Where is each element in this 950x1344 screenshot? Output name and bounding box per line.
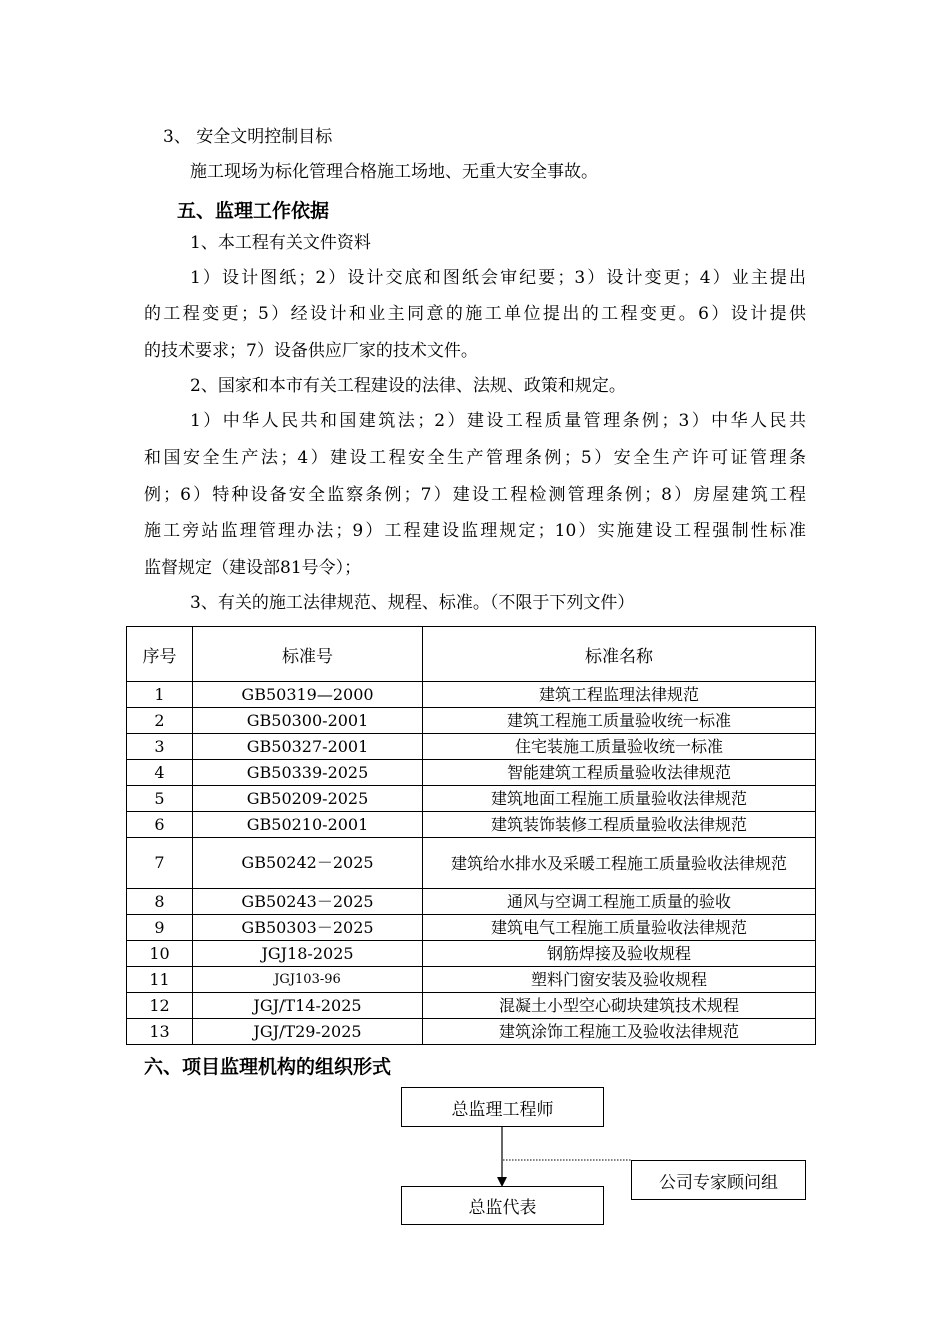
basis-item-1-line-1: 1）设计图纸；2）设计交底和图纸会审纪要；3）设计变更；4）业主提出 bbox=[190, 268, 806, 288]
basis-item-1-line-3: 的技术要求；7）设备供应厂家的技术文件。 bbox=[144, 341, 478, 361]
org-advisors-box bbox=[631, 1160, 806, 1200]
row-name: 通风与空调工程施工质量的验收 bbox=[423, 889, 816, 915]
row-index: 11 bbox=[127, 967, 193, 993]
table-row bbox=[127, 708, 816, 734]
row-index: 7 bbox=[127, 838, 193, 889]
row-name: 建筑工程施工质量验收统一标准 bbox=[423, 708, 816, 734]
row-code: GB50319—2000 bbox=[193, 682, 423, 708]
row-code: GB50243－2025 bbox=[193, 889, 423, 915]
basis-item-2-line-2: 和国安全生产法；4）建设工程安全生产管理条例；5）安全生产许可证管理条 bbox=[144, 448, 806, 468]
row-name: 建筑地面工程施工质量验收法律规范 bbox=[423, 786, 816, 812]
basis-item-2-line-3: 例；6）特种设备安全监察条例；7）建设工程检测管理条例；8）房屋建筑工程 bbox=[144, 485, 806, 505]
row-name: 智能建筑工程质量验收法律规范 bbox=[423, 760, 816, 786]
table-row bbox=[127, 682, 816, 708]
table-row bbox=[127, 941, 816, 967]
row-code: JGJ/T14-2025 bbox=[193, 993, 423, 1019]
row-name: 建筑装饰装修工程质量验收法律规范 bbox=[423, 812, 816, 838]
table-row bbox=[127, 786, 816, 812]
row-code: GB50339-2025 bbox=[193, 760, 423, 786]
basis-item-2-line-4: 施工旁站监理管理办法；9）工程建设监理规定；10）实施建设工程强制性标准 bbox=[144, 521, 806, 541]
row-index: 2 bbox=[127, 708, 193, 734]
row-name: 建筑工程监理法律规范 bbox=[423, 682, 816, 708]
row-name: 建筑给水排水及采暖工程施工质量验收法律规范 bbox=[423, 838, 816, 889]
org-chief-label: 总监理工程师 bbox=[451, 1099, 554, 1120]
section-5-title: 五、监理工作依据 bbox=[177, 200, 330, 222]
row-code: GB50327-2001 bbox=[193, 734, 423, 760]
table-row bbox=[127, 734, 816, 760]
row-code: GB50210-2001 bbox=[193, 812, 423, 838]
basis-item-2-heading: 2、国家和本市有关工程建设的法律、法规、政策和规定。 bbox=[190, 376, 626, 396]
row-name: 塑料门窗安装及验收规程 bbox=[423, 967, 816, 993]
org-advisors-label: 公司专家顾问组 bbox=[659, 1172, 778, 1193]
section-3-heading: 3、 安全文明控制目标 bbox=[163, 127, 333, 147]
section-6-title: 六、项目监理机构的组织形式 bbox=[144, 1056, 392, 1078]
basis-item-2-line-5: 监督规定（建设部81号令）； bbox=[144, 558, 362, 578]
row-code: GB50300-2001 bbox=[193, 708, 423, 734]
row-index: 5 bbox=[127, 786, 193, 812]
row-code: GB50242－2025 bbox=[193, 838, 423, 889]
header-name: 标准名称 bbox=[423, 627, 816, 682]
table-row bbox=[127, 915, 816, 941]
row-index: 4 bbox=[127, 760, 193, 786]
table-row bbox=[127, 967, 816, 993]
header-code: 标准号 bbox=[193, 627, 423, 682]
row-code: JGJ/T29-2025 bbox=[193, 1019, 423, 1045]
row-index: 12 bbox=[127, 993, 193, 1019]
row-name: 混凝土小型空心砌块建筑技术规程 bbox=[423, 993, 816, 1019]
table-row bbox=[127, 1019, 816, 1045]
row-index: 9 bbox=[127, 915, 193, 941]
row-name: 建筑涂饰工程施工及验收法律规范 bbox=[423, 1019, 816, 1045]
row-code: GB50303－2025 bbox=[193, 915, 423, 941]
org-chief-box bbox=[401, 1087, 604, 1127]
row-name: 住宅装施工质量验收统一标准 bbox=[423, 734, 816, 760]
row-name: 建筑电气工程施工质量验收法律规范 bbox=[423, 915, 816, 941]
row-code: GB50209-2025 bbox=[193, 786, 423, 812]
row-index: 10 bbox=[127, 941, 193, 967]
table-header-row bbox=[127, 627, 816, 682]
basis-item-3-heading: 3、有关的施工法律规范、规程、标准。（不限于下列文件） bbox=[190, 593, 635, 613]
row-name: 钢筋焊接及验收规程 bbox=[423, 941, 816, 967]
basis-item-2-line-1: 1）中华人民共和国建筑法；2）建设工程质量管理条例；3）中华人民共 bbox=[190, 411, 806, 431]
table-row bbox=[127, 993, 816, 1019]
basis-item-1-heading: 1、本工程有关文件资料 bbox=[190, 233, 371, 253]
table-row bbox=[127, 838, 816, 889]
row-index: 6 bbox=[127, 812, 193, 838]
org-deputy-label: 总监代表 bbox=[468, 1198, 537, 1218]
table-row bbox=[127, 760, 816, 786]
row-code: JGJ103-96 bbox=[193, 967, 423, 993]
table-row bbox=[127, 812, 816, 838]
row-code: JGJ18-2025 bbox=[193, 941, 423, 967]
row-index: 3 bbox=[127, 734, 193, 760]
row-index: 13 bbox=[127, 1019, 193, 1045]
table-row bbox=[127, 889, 816, 915]
basis-item-1-line-2: 的工程变更；5）经设计和业主同意的施工单位提出的工程变更。6）设计提供 bbox=[144, 304, 806, 324]
header-index: 序号 bbox=[127, 627, 193, 682]
standards-table bbox=[126, 626, 816, 1045]
org-deputy-box bbox=[401, 1186, 604, 1225]
row-index: 1 bbox=[127, 682, 193, 708]
row-index: 8 bbox=[127, 889, 193, 915]
section-3-text: 施工现场为标化管理合格施工场地、无重大安全事故。 bbox=[190, 162, 598, 182]
